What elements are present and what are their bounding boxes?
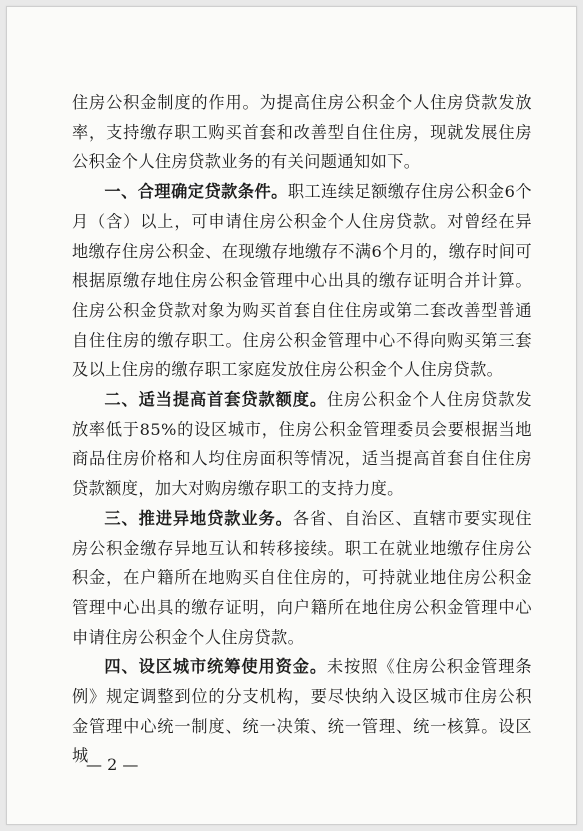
paragraph-text: 职工连续足额缴存住房公积金6个月（含）以上，可申请住房公积金个人住房贷款。对曾经在异地缴存住房公积金、在现缴存地缴存不满6个月的，缴存时间可根据原缴存地住房公积金管理中心出具的缴存证明合并计算。住房公积金贷款对象为购买首套自住住房或第二套改善型普通自住住房的缴存职工。住房公积金管理中心不得向购买第三套及以上住房的缴存职工家庭发放住房公积金个人住房贷款。 (72, 182, 532, 380)
section-heading: 三、推进异地贷款业务。 (104, 508, 293, 528)
paragraph-intro (72, 88, 532, 177)
paragraph-loan-conditions (72, 177, 532, 385)
paragraph-remote-loans (72, 504, 532, 653)
document-page (6, 6, 577, 825)
document-body (72, 88, 532, 771)
paragraph-text: 未按照《住房公积金管理条例》规定调整到位的分支机构，要尽快纳入设区城市住房公积金管理中心统一制度、统一决策、统一管理、统一核算。设区城 (72, 657, 532, 766)
section-heading: 一、合理确定贷款条件。 (104, 182, 288, 202)
page-number: — 2 — (86, 755, 139, 774)
paragraph-text: 各省、自治区、直辖市要实现住房公积金缴存异地互认和转移接续。职工在就业地缴存住房公积金，在户籍所在地购买自住住房的，可持就业地住房公积金管理中心出具的缴存证明，向户籍所在地住房公积金管理中心申请住房公积金个人住房贷款。 (72, 508, 532, 647)
paragraph-loan-amount (72, 385, 532, 504)
section-heading: 二、适当提高首套贷款额度。 (104, 390, 328, 410)
paragraph-text: 住房公积金制度的作用。为提高住房公积金个人住房贷款发放率，支持缴存职工购买首套和改善型自住住房，现就发展住房公积金个人住房贷款业务的有关问题通知如下。 (72, 93, 532, 172)
section-heading: 四、设区城市统筹使用资金。 (104, 657, 328, 677)
paragraph-fund-coordination (72, 652, 532, 771)
paragraph-text: 住房公积金个人住房贷款发放率低于85%的设区城市，住房公积金管理委员会要根据当地商品住房价格和人均住房面积等情况，适当提高首套自住住房贷款额度，加大对购房缴存职工的支持力度。 (72, 390, 532, 499)
